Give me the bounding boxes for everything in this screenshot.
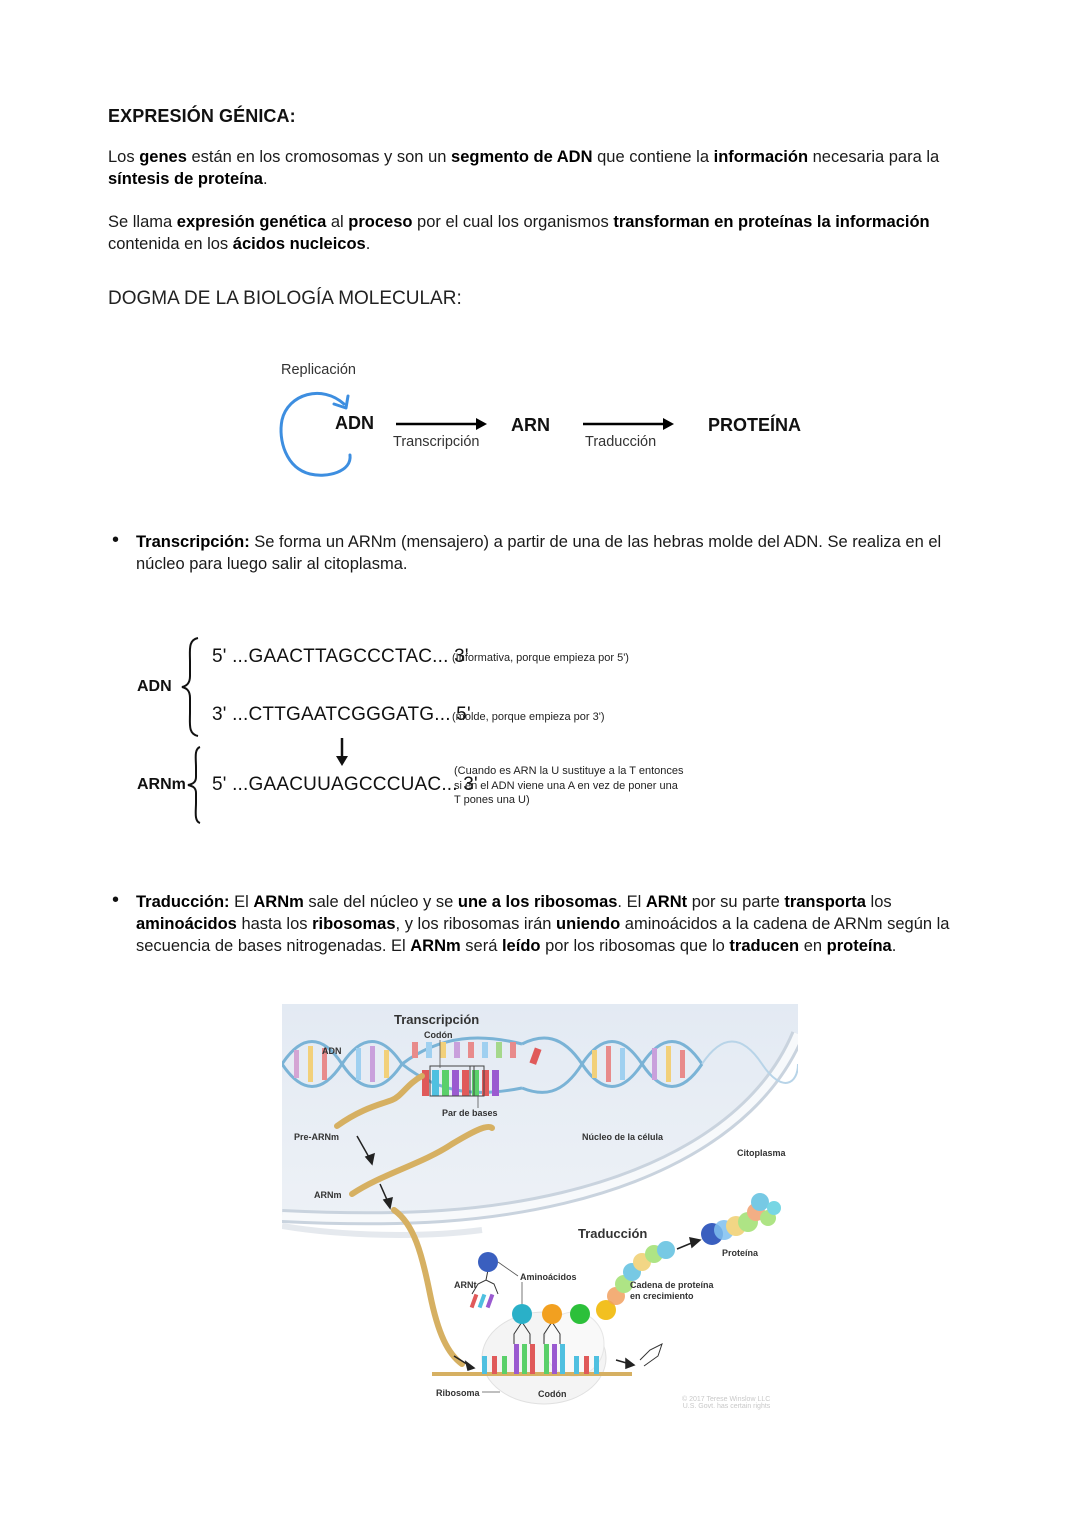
text-run: contenida en los bbox=[108, 235, 233, 253]
text-run: en bbox=[799, 937, 827, 955]
cell-illustration bbox=[282, 1004, 798, 1416]
figure-label-codon-top: Codón bbox=[424, 1030, 453, 1040]
node-arn: ARN bbox=[511, 415, 550, 435]
bold-text: Transcripción: bbox=[136, 533, 250, 551]
text-run: . bbox=[365, 235, 371, 253]
figure-title-transcripcion: Transcripción bbox=[394, 1012, 480, 1027]
text-run: al bbox=[326, 213, 349, 231]
figure-copyright: © 2017 Terese Winslow LLC U.S. Govt. has certain rights bbox=[682, 1396, 771, 1410]
bold-text: expresión genética bbox=[176, 213, 327, 231]
node-adn: ADN bbox=[335, 413, 374, 433]
arnm-label: ARNm bbox=[137, 776, 186, 793]
bold-text: uniendo bbox=[556, 915, 621, 933]
dogma-title: DOGMA DE LA BIOLOGÍA MOLECULAR: bbox=[108, 288, 462, 309]
paragraph-genes bbox=[108, 146, 978, 190]
section-heading: EXPRESIÓN GÉNICA: bbox=[108, 106, 296, 126]
bold-text: traducen bbox=[729, 937, 800, 955]
transition-traduccion: Traducción bbox=[585, 434, 657, 450]
strand-informativa-note: (Informativa, porque empieza por 5') bbox=[452, 652, 629, 664]
text-run: Se forma un ARNm (mensajero) a partir de una de las hebras molde del ADN. Se realiza en el núcleo para luego salir al citoplasma. bbox=[136, 533, 942, 573]
bold-text: transforman en proteínas la información bbox=[613, 213, 930, 231]
figure-label-ribosoma: Ribosoma bbox=[436, 1388, 480, 1398]
bold-text: proceso bbox=[348, 213, 413, 231]
figure-label-cadena-1: Cadena de proteína bbox=[630, 1280, 714, 1290]
text-run: necesaria para la bbox=[808, 148, 940, 166]
figure-label-citoplasma: Citoplasma bbox=[737, 1148, 786, 1158]
bold-text: aminoácidos bbox=[136, 915, 237, 933]
bullet-traduccion bbox=[136, 891, 976, 957]
text-run: por los ribosomas que lo bbox=[540, 937, 730, 955]
bold-text: proteína bbox=[826, 937, 892, 955]
brace-arnm-icon bbox=[186, 745, 206, 825]
figure-label-adn: ADN bbox=[322, 1046, 342, 1056]
text-run: hasta los bbox=[236, 915, 313, 933]
text-run: por su parte bbox=[687, 893, 785, 911]
figure-label-nucleo: Núcleo de la célula bbox=[582, 1132, 664, 1142]
strand-arnm: 5' ...GAACUUAGCCCUAC... 3' bbox=[212, 774, 478, 795]
arrow-right-icon bbox=[396, 417, 488, 431]
bold-text: segmento de ADN bbox=[451, 148, 593, 166]
bold-text: ARNm bbox=[410, 937, 461, 955]
figure-label-proteina: Proteína bbox=[722, 1248, 759, 1258]
bold-text: ribosomas bbox=[312, 915, 396, 933]
text-run: Los bbox=[108, 148, 140, 166]
text-run: . El bbox=[617, 893, 646, 911]
text-run: por el cual los organismos bbox=[412, 213, 614, 231]
bullet-icon: • bbox=[112, 529, 120, 551]
bold-text: une a los ribosomas bbox=[457, 893, 618, 911]
text-run: será bbox=[460, 937, 502, 955]
figure-label-par-bases: Par de bases bbox=[442, 1108, 498, 1118]
arnm-note: (Cuando es ARN la U sustituye a la T entonces si en el ADN viene una A en vez de poner una T pones una U) bbox=[454, 765, 684, 806]
text-run: . bbox=[891, 937, 897, 955]
text-run: . bbox=[262, 170, 268, 188]
bold-text: ARNm bbox=[253, 893, 304, 911]
figure-label-codon-bottom: Codón bbox=[538, 1389, 567, 1399]
figure-title-traduccion: Traducción bbox=[578, 1226, 648, 1241]
bold-text: transporta bbox=[784, 893, 866, 911]
paragraph-expresion bbox=[108, 211, 978, 255]
transition-transcripcion: Transcripción bbox=[393, 434, 480, 450]
figure-label-pre-arnm: Pre-ARNm bbox=[294, 1132, 340, 1142]
text-run: El bbox=[229, 893, 254, 911]
text-run: los bbox=[865, 893, 892, 911]
brace-adn-icon bbox=[180, 636, 204, 738]
strand-molde-note: (molde, porque empieza por 3') bbox=[452, 711, 605, 723]
bold-text: Traducción: bbox=[136, 893, 230, 911]
figure-label-arnt: ARNt bbox=[454, 1280, 477, 1290]
figure-label-arnm: ARNm bbox=[314, 1190, 342, 1200]
node-proteina: PROTEÍNA bbox=[708, 415, 802, 435]
figure-label-cadena-2: en crecimiento bbox=[630, 1291, 694, 1301]
bold-text: genes bbox=[139, 148, 187, 166]
bold-text: ARNt bbox=[645, 893, 688, 911]
bullet-transcripcion bbox=[136, 531, 976, 575]
bold-text: leído bbox=[501, 937, 541, 955]
strand-molde: 3' ...CTTGAATCGGGATG... 5' bbox=[212, 704, 471, 725]
text-run: aminoácidos a la cadena de ARNm según la secuencia de bases nitrogenadas. El bbox=[136, 915, 950, 955]
bullet-icon: • bbox=[112, 889, 120, 911]
text-run: que contiene la bbox=[592, 148, 714, 166]
adn-label: ADN bbox=[137, 678, 172, 695]
text-run: sale del núcleo y se bbox=[303, 893, 458, 911]
replication-label: Replicación bbox=[281, 362, 356, 378]
strand-informativa: 5' ...GAACTTAGCCCTAC... 3' bbox=[212, 646, 469, 667]
text-run: , y los ribosomas irán bbox=[395, 915, 557, 933]
bold-text: información bbox=[713, 148, 809, 166]
text-run: Se llama bbox=[108, 213, 177, 231]
bold-text: ácidos nucleicos bbox=[232, 235, 366, 253]
bold-text: síntesis de proteína bbox=[108, 170, 263, 188]
arrow-right-icon bbox=[583, 417, 675, 431]
text-run: están en los cromosomas y son un bbox=[186, 148, 452, 166]
gene-expression-figure bbox=[282, 1004, 798, 1416]
arrow-down-icon bbox=[334, 738, 350, 768]
figure-label-aminoacidos: Aminoácidos bbox=[520, 1272, 577, 1282]
